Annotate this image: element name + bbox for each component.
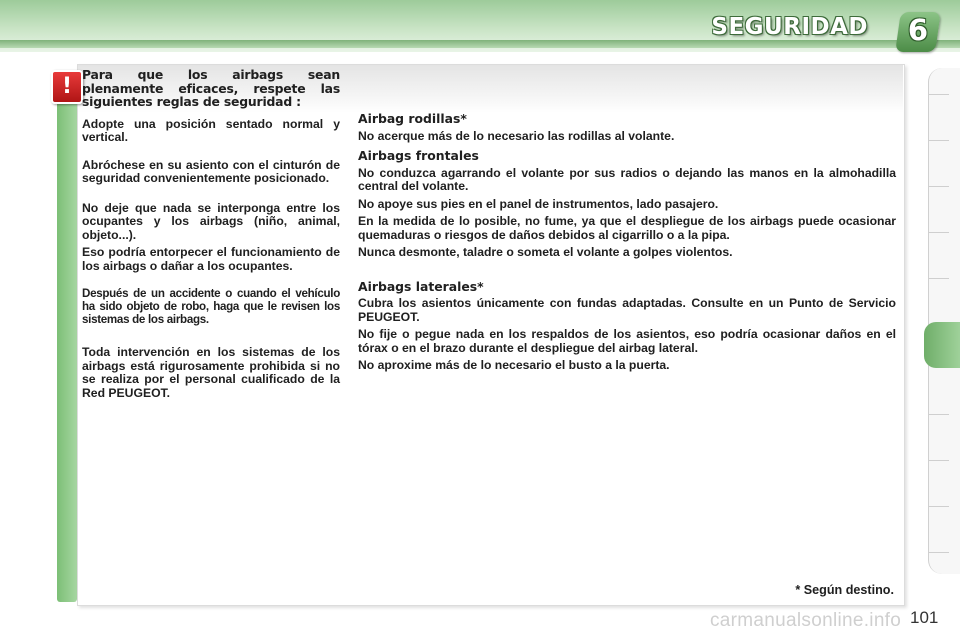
tab-divider [929,414,949,415]
side-airbag-rule: No fije o pegue nada en los respaldos de los asientos, eso podría ocasionar daños en el tórax o en el brazo durante el despliegue del airbag lateral. [358,327,896,355]
rule-paragraph: Toda intervención en los sistemas de los airbags está rigurosamente prohibida si no se realiza por el personal cualificado de la Red PEUGEOT. [82,345,340,400]
chapter-number: 6 [907,13,929,47]
right-column [358,112,896,377]
rule-paragraph: No deje que nada se interponga entre los ocupantes y los airbags (niño, animal, objeto...). [82,200,340,242]
front-airbag-rule: No apoye sus pies en el panel de instrumentos, lado pasajero. [358,196,719,211]
rule-paragraph: Adopte una posición sentado normal y vertical. [82,116,340,144]
warning-icon: ! [51,70,83,104]
tab-divider [929,506,949,507]
left-column [82,68,340,410]
front-airbag-rule: En la medida de lo posible, no fume, ya que el despliegue de los airbags puede ocasionar quemaduras o riesgos de daños debidos al cigarrillo o a la pipa. [358,214,896,242]
tab-divider [929,460,949,461]
header-stripe [0,40,960,48]
tab-divider [929,94,949,95]
front-airbag-rule: Nunca desmonte, taladre o someta el volante a golpes violentos. [358,245,733,259]
tab-divider [929,278,949,279]
knee-airbag-rule: No acerque más de lo necesario las rodillas al volante. [358,128,675,143]
front-airbag-heading: Airbags frontales [358,148,479,163]
front-airbag-rule: No conduzca agarrando el volante por sus radios o dejando las manos en la almohadilla central del volante. [358,165,896,193]
side-airbag-heading: Airbags laterales* [358,278,484,294]
chapter-tabs [928,68,960,574]
tab-divider [929,186,949,187]
side-accent-bar [57,70,77,602]
watermark: carmanualsonline.info [710,610,902,631]
chapter-tab-active[interactable] [924,322,960,368]
section-title: SEGURIDAD [711,14,868,40]
side-airbag-rule: No aproxime más de lo necesario el busto a la puerta. [358,358,670,372]
spacer [358,264,896,274]
knee-airbag-heading: Airbag rodillas* [358,111,467,126]
page-number: 101 [910,608,939,627]
rule-paragraph: Eso podría entorpecer el funcionamiento de los airbags o dañar a los ocupantes. [82,245,340,273]
tab-divider [929,552,949,553]
footnote: * Según destino. [795,583,894,597]
intro-heading: Para que los airbags sean plenamente eficaces, respete las siguientes reglas de seguridad : [82,67,340,109]
rule-paragraph: Abróchese en su asiento con el cinturón de seguridad convenientemente posicionado. [82,157,340,185]
tab-divider [929,140,949,141]
rule-paragraph: Después de un accidente o cuando el vehículo ha sido objeto de robo, haga que le revisen los sistemas de los airbags. [82,287,340,326]
tab-divider [929,232,949,233]
side-airbag-rule: Cubra los asientos únicamente con fundas adaptadas. Consulte en un Punto de Servicio PEUGEOT. [358,296,896,324]
